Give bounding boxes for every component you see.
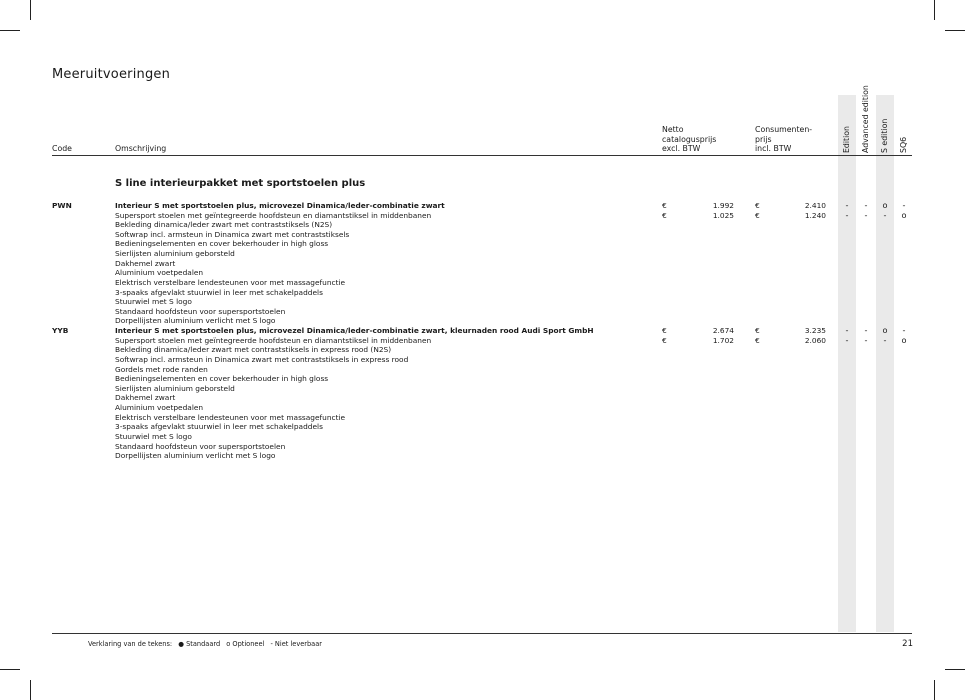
currency-symbol: € — [755, 201, 760, 210]
consumer-price: 1.240 — [804, 210, 826, 220]
option-description: Sierlijsten aluminium geborsteld — [115, 249, 235, 259]
option-description: Dorpellijsten aluminium verlicht met S logo — [115, 451, 276, 461]
table-row — [0, 316, 965, 326]
table-row — [0, 268, 965, 278]
option-description: Elektrisch verstelbare lendesteunen voor met massagefunctie — [115, 277, 346, 287]
table-row — [0, 374, 965, 384]
option-description: Softwrap incl. armsteun in Dinamica zwart met contraststiksels in express rood — [115, 354, 409, 364]
table-row — [0, 259, 965, 269]
availability-mark: - — [883, 209, 887, 220]
availability-mark: - — [864, 200, 868, 210]
table-row — [0, 413, 965, 423]
page-title: Meeruitvoeringen — [52, 67, 171, 82]
currency-symbol: € — [755, 210, 760, 220]
legend-optional: o Optioneel — [226, 640, 265, 648]
availability-mark: - — [902, 200, 906, 210]
header-advanced-edition: Advanced edition — [861, 85, 870, 153]
table-row — [0, 201, 965, 211]
header-s-edition: S edition — [880, 118, 889, 153]
crop-mark — [934, 680, 935, 700]
option-description: Standaard hoofdsteun voor supersportstoelen — [115, 441, 286, 451]
header-edition: Edition — [842, 126, 851, 153]
table-row — [0, 345, 965, 355]
option-code: YYB — [52, 326, 69, 336]
currency-symbol: € — [662, 210, 667, 220]
net-price: 1.992 — [712, 201, 734, 210]
table-row — [0, 288, 965, 298]
option-description: 3-spaaks afgevlakt stuurwiel in leer met schakelpaddels — [115, 422, 323, 432]
option-description: Aluminium voetpedalen — [115, 268, 204, 278]
availability-mark: - — [845, 334, 849, 345]
crop-mark — [30, 680, 31, 700]
header-rule — [52, 155, 912, 156]
crop-mark — [934, 0, 935, 20]
table-row — [0, 249, 965, 259]
option-code: PWN — [52, 201, 72, 210]
currency-symbol: € — [755, 335, 760, 345]
crop-mark — [945, 30, 965, 31]
currency-symbol: € — [755, 326, 760, 336]
availability-mark: - — [883, 334, 887, 345]
table-row — [0, 403, 965, 413]
table-row — [0, 230, 965, 240]
option-description: Standaard hoofdsteun voor supersportstoelen — [115, 306, 286, 316]
availability-mark: - — [902, 325, 906, 336]
availability-mark: o — [901, 209, 907, 220]
net-price: 1.025 — [712, 210, 734, 220]
page-number: 21 — [902, 639, 913, 649]
table-row — [0, 365, 965, 375]
net-price: 2.674 — [712, 326, 734, 336]
table-row — [0, 393, 965, 403]
crop-mark — [0, 30, 20, 31]
availability-mark: - — [845, 325, 849, 336]
table-row — [0, 326, 965, 336]
currency-symbol: € — [662, 335, 667, 345]
option-description: Bekleding dinamica/leder zwart met contraststiksels (N2S) — [115, 220, 333, 230]
currency-symbol: € — [662, 326, 667, 336]
legend — [88, 640, 326, 648]
section-title: S line interieurpakket met sportstoelen plus — [115, 178, 366, 189]
table-row — [0, 442, 965, 452]
option-description: Bedieningselementen en cover bekerhouder in high gloss — [115, 239, 329, 249]
consumer-price: 2.410 — [804, 201, 826, 210]
crop-mark — [945, 669, 965, 670]
option-description: Stuurwiel met S logo — [115, 297, 192, 307]
availability-mark: o — [882, 325, 888, 336]
availability-mark: o — [901, 334, 907, 345]
option-description: Elektrisch verstelbare lendesteunen voor met massagefunctie — [115, 412, 346, 422]
option-description: 3-spaaks afgevlakt stuurwiel in leer met schakelpaddels — [115, 287, 323, 297]
table-row — [0, 211, 965, 221]
legend-not-available: - Niet leverbaar — [270, 640, 322, 648]
table-row — [0, 422, 965, 432]
option-description: Dorpellijsten aluminium verlicht met S logo — [115, 316, 276, 326]
availability-mark: - — [845, 200, 849, 210]
option-description: Supersport stoelen met geïntegreerde hoofdsteun en diamantstiksel in middenbanen — [115, 335, 432, 345]
header-sq6: SQ6 — [899, 136, 908, 153]
table-row — [0, 307, 965, 317]
option-description: Sierlijsten aluminium geborsteld — [115, 383, 235, 393]
net-price: 1.702 — [712, 335, 734, 345]
currency-symbol: € — [662, 201, 667, 210]
header-consumer-price: Consumenten- prijs incl. BTW — [755, 125, 813, 153]
table-row — [0, 220, 965, 230]
legend-label: Verklaring van de tekens: — [88, 640, 173, 648]
option-description: Aluminium voetpedalen — [115, 403, 204, 413]
header-net-price: Netto catalogusprijs excl. BTW — [662, 125, 717, 153]
header-code: Code — [52, 144, 72, 153]
option-description: Interieur S met sportstoelen plus, microvezel Dinamica/leder-combinatie zwart — [115, 201, 445, 210]
availability-mark: - — [864, 325, 868, 336]
footer-rule — [52, 633, 912, 634]
table-row — [0, 355, 965, 365]
legend-standard: ● Standaard — [178, 640, 221, 648]
consumer-price: 3.235 — [804, 326, 826, 336]
table-row — [0, 278, 965, 288]
table-row — [0, 432, 965, 442]
option-description: Bedieningselementen en cover bekerhouder in high gloss — [115, 374, 329, 384]
table-row — [0, 384, 965, 394]
option-description: Interieur S met sportstoelen plus, microvezel Dinamica/leder-combinatie zwart, kleurnaden rood Audi Sport GmbH — [115, 326, 594, 336]
table-row — [0, 336, 965, 346]
option-description: Dakhemel zwart — [115, 258, 176, 268]
table-row — [0, 239, 965, 249]
option-description: Gordels met rode randen — [115, 364, 208, 374]
option-description: Stuurwiel met S logo — [115, 431, 192, 441]
crop-mark — [0, 669, 20, 670]
header-description: Omschrijving — [115, 144, 167, 153]
option-description: Bekleding dinamica/leder zwart met contraststiksels in express rood (N2S) — [115, 345, 392, 355]
availability-mark: o — [882, 200, 888, 210]
option-description: Dakhemel zwart — [115, 393, 176, 403]
availability-mark: - — [845, 209, 849, 220]
availability-mark: - — [864, 209, 868, 220]
consumer-price: 2.060 — [804, 335, 826, 345]
crop-mark — [30, 0, 31, 20]
option-description: Supersport stoelen met geïntegreerde hoofdsteun en diamantstiksel in middenbanen — [115, 210, 432, 220]
option-description: Softwrap incl. armsteun in Dinamica zwart met contraststiksels — [115, 229, 350, 239]
availability-mark: - — [864, 334, 868, 345]
table-row — [0, 451, 965, 461]
table-row — [0, 297, 965, 307]
